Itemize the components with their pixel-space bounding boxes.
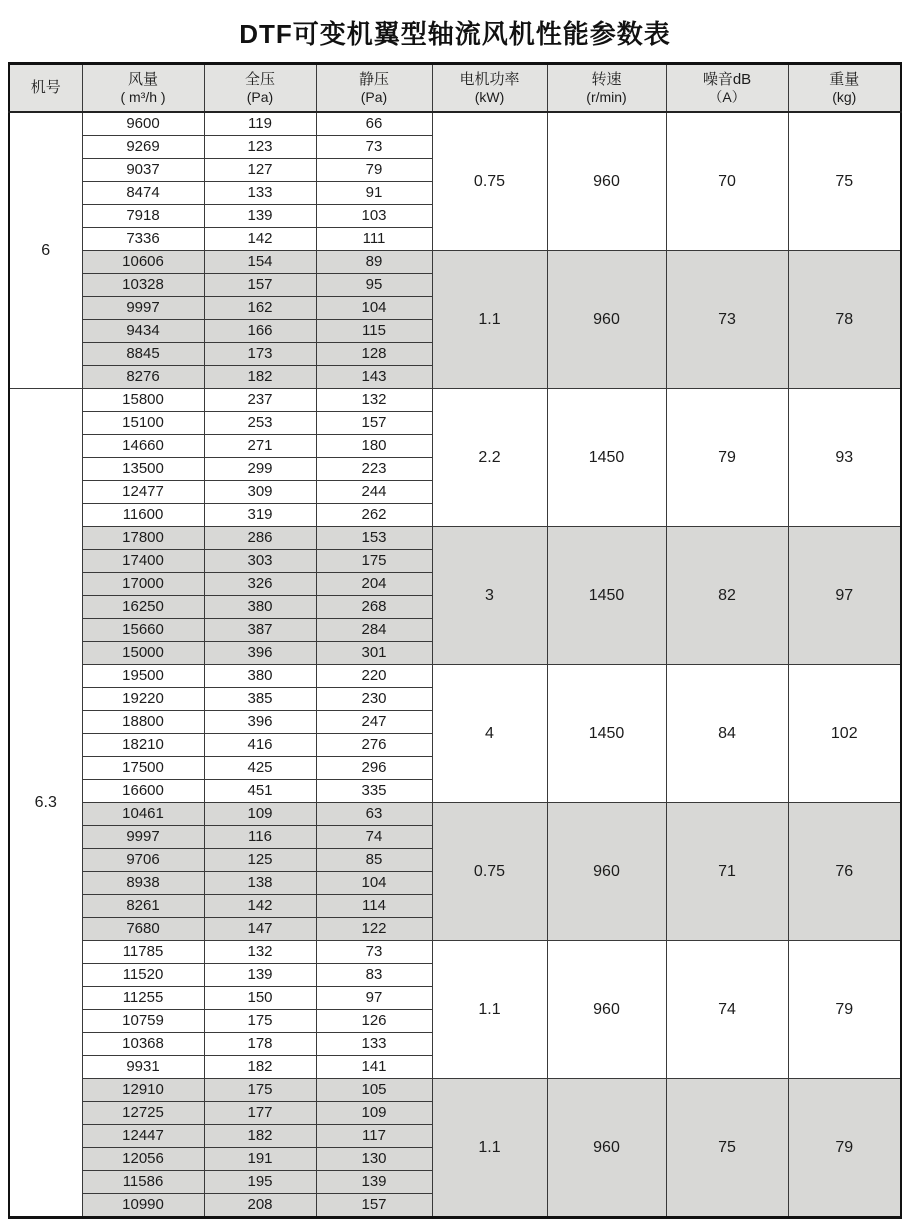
air-volume-cell: 14660 [82, 435, 204, 458]
air-volume-cell: 11586 [82, 1171, 204, 1194]
header-static-pressure: 静压 (Pa) [316, 64, 432, 113]
static-pressure-cell: 223 [316, 458, 432, 481]
total-pressure-cell: 182 [204, 366, 316, 389]
air-volume-cell: 11520 [82, 964, 204, 987]
static-pressure-cell: 122 [316, 918, 432, 941]
total-pressure-cell: 133 [204, 182, 316, 205]
motor-power-cell: 4 [432, 665, 547, 803]
total-pressure-cell: 150 [204, 987, 316, 1010]
air-volume-cell: 10461 [82, 803, 204, 826]
static-pressure-cell: 109 [316, 1102, 432, 1125]
static-pressure-cell: 335 [316, 780, 432, 803]
total-pressure-cell: 451 [204, 780, 316, 803]
total-pressure-cell: 166 [204, 320, 316, 343]
total-pressure-cell: 425 [204, 757, 316, 780]
static-pressure-cell: 139 [316, 1171, 432, 1194]
air-volume-cell: 10368 [82, 1033, 204, 1056]
static-pressure-cell: 83 [316, 964, 432, 987]
static-pressure-cell: 220 [316, 665, 432, 688]
weight-cell: 93 [788, 389, 901, 527]
static-pressure-cell: 301 [316, 642, 432, 665]
air-volume-cell: 15100 [82, 412, 204, 435]
weight-cell: 79 [788, 1079, 901, 1218]
total-pressure-cell: 385 [204, 688, 316, 711]
air-volume-cell: 9997 [82, 826, 204, 849]
total-pressure-cell: 191 [204, 1148, 316, 1171]
total-pressure-cell: 132 [204, 941, 316, 964]
noise-cell: 84 [666, 665, 788, 803]
total-pressure-cell: 387 [204, 619, 316, 642]
air-volume-cell: 8261 [82, 895, 204, 918]
static-pressure-cell: 153 [316, 527, 432, 550]
table-row [9, 665, 901, 688]
static-pressure-cell: 104 [316, 872, 432, 895]
static-pressure-cell: 74 [316, 826, 432, 849]
static-pressure-cell: 111 [316, 228, 432, 251]
static-pressure-cell: 115 [316, 320, 432, 343]
total-pressure-cell: 119 [204, 112, 316, 136]
total-pressure-cell: 157 [204, 274, 316, 297]
noise-cell: 74 [666, 941, 788, 1079]
header-total-pressure: 全压 (Pa) [204, 64, 316, 113]
weight-cell: 79 [788, 941, 901, 1079]
speed-cell: 960 [547, 803, 666, 941]
air-volume-cell: 9434 [82, 320, 204, 343]
air-volume-cell: 7336 [82, 228, 204, 251]
static-pressure-cell: 91 [316, 182, 432, 205]
air-volume-cell: 9037 [82, 159, 204, 182]
static-pressure-cell: 89 [316, 251, 432, 274]
air-volume-cell: 15000 [82, 642, 204, 665]
air-volume-cell: 8474 [82, 182, 204, 205]
header-speed: 转速 (r/min) [547, 64, 666, 113]
total-pressure-cell: 182 [204, 1125, 316, 1148]
total-pressure-cell: 125 [204, 849, 316, 872]
air-volume-cell: 9931 [82, 1056, 204, 1079]
static-pressure-cell: 141 [316, 1056, 432, 1079]
air-volume-cell: 10328 [82, 274, 204, 297]
speed-cell: 1450 [547, 389, 666, 527]
total-pressure-cell: 127 [204, 159, 316, 182]
header-weight: 重量 (kg) [788, 64, 901, 113]
static-pressure-cell: 296 [316, 757, 432, 780]
air-volume-cell: 11255 [82, 987, 204, 1010]
air-volume-cell: 19220 [82, 688, 204, 711]
air-volume-cell: 18800 [82, 711, 204, 734]
static-pressure-cell: 103 [316, 205, 432, 228]
total-pressure-cell: 109 [204, 803, 316, 826]
air-volume-cell: 19500 [82, 665, 204, 688]
static-pressure-cell: 268 [316, 596, 432, 619]
table-row [9, 251, 901, 274]
total-pressure-cell: 138 [204, 872, 316, 895]
total-pressure-cell: 319 [204, 504, 316, 527]
static-pressure-cell: 276 [316, 734, 432, 757]
air-volume-cell: 17000 [82, 573, 204, 596]
air-volume-cell: 15660 [82, 619, 204, 642]
noise-cell: 73 [666, 251, 788, 389]
total-pressure-cell: 116 [204, 826, 316, 849]
static-pressure-cell: 247 [316, 711, 432, 734]
static-pressure-cell: 262 [316, 504, 432, 527]
air-volume-cell: 17400 [82, 550, 204, 573]
air-volume-cell: 7918 [82, 205, 204, 228]
total-pressure-cell: 173 [204, 343, 316, 366]
static-pressure-cell: 157 [316, 412, 432, 435]
table-row [9, 1079, 901, 1102]
noise-cell: 70 [666, 112, 788, 251]
weight-cell: 78 [788, 251, 901, 389]
static-pressure-cell: 63 [316, 803, 432, 826]
total-pressure-cell: 396 [204, 711, 316, 734]
air-volume-cell: 11785 [82, 941, 204, 964]
total-pressure-cell: 142 [204, 895, 316, 918]
total-pressure-cell: 286 [204, 527, 316, 550]
noise-cell: 71 [666, 803, 788, 941]
weight-cell: 76 [788, 803, 901, 941]
page-title: DTF可变机翼型轴流风机性能参数表 [239, 19, 671, 49]
machine-cell: 6.3 [9, 389, 82, 1218]
air-volume-cell: 8276 [82, 366, 204, 389]
static-pressure-cell: 244 [316, 481, 432, 504]
speed-cell: 960 [547, 1079, 666, 1218]
total-pressure-cell: 253 [204, 412, 316, 435]
speed-cell: 960 [547, 251, 666, 389]
air-volume-cell: 16250 [82, 596, 204, 619]
motor-power-cell: 1.1 [432, 1079, 547, 1218]
header-motor-power: 电机功率 (kW) [432, 64, 547, 113]
air-volume-cell: 12477 [82, 481, 204, 504]
total-pressure-cell: 208 [204, 1194, 316, 1218]
static-pressure-cell: 85 [316, 849, 432, 872]
total-pressure-cell: 416 [204, 734, 316, 757]
static-pressure-cell: 79 [316, 159, 432, 182]
table-header [9, 64, 901, 113]
speed-cell: 1450 [547, 527, 666, 665]
total-pressure-cell: 309 [204, 481, 316, 504]
header-noise: 噪音dB （A） [666, 64, 788, 113]
weight-cell: 75 [788, 112, 901, 251]
total-pressure-cell: 380 [204, 665, 316, 688]
static-pressure-cell: 204 [316, 573, 432, 596]
air-volume-cell: 9997 [82, 297, 204, 320]
total-pressure-cell: 142 [204, 228, 316, 251]
total-pressure-cell: 380 [204, 596, 316, 619]
total-pressure-cell: 396 [204, 642, 316, 665]
air-volume-cell: 12725 [82, 1102, 204, 1125]
static-pressure-cell: 130 [316, 1148, 432, 1171]
air-volume-cell: 8845 [82, 343, 204, 366]
total-pressure-cell: 123 [204, 136, 316, 159]
total-pressure-cell: 299 [204, 458, 316, 481]
total-pressure-cell: 178 [204, 1033, 316, 1056]
motor-power-cell: 0.75 [432, 803, 547, 941]
air-volume-cell: 12447 [82, 1125, 204, 1148]
total-pressure-cell: 303 [204, 550, 316, 573]
table-row [9, 941, 901, 964]
table-row [9, 389, 901, 412]
static-pressure-cell: 73 [316, 136, 432, 159]
static-pressure-cell: 95 [316, 274, 432, 297]
header-air-volume: 风量 ( m³/h ) [82, 64, 204, 113]
motor-power-cell: 1.1 [432, 251, 547, 389]
air-volume-cell: 10759 [82, 1010, 204, 1033]
table-row [9, 112, 901, 136]
static-pressure-cell: 175 [316, 550, 432, 573]
total-pressure-cell: 175 [204, 1079, 316, 1102]
motor-power-cell: 3 [432, 527, 547, 665]
static-pressure-cell: 73 [316, 941, 432, 964]
air-volume-cell: 9706 [82, 849, 204, 872]
static-pressure-cell: 143 [316, 366, 432, 389]
air-volume-cell: 12910 [82, 1079, 204, 1102]
static-pressure-cell: 284 [316, 619, 432, 642]
noise-cell: 79 [666, 389, 788, 527]
air-volume-cell: 17800 [82, 527, 204, 550]
static-pressure-cell: 104 [316, 297, 432, 320]
static-pressure-cell: 132 [316, 389, 432, 412]
air-volume-cell: 8938 [82, 872, 204, 895]
motor-power-cell: 2.2 [432, 389, 547, 527]
static-pressure-cell: 157 [316, 1194, 432, 1218]
total-pressure-cell: 177 [204, 1102, 316, 1125]
air-volume-cell: 11600 [82, 504, 204, 527]
noise-cell: 82 [666, 527, 788, 665]
motor-power-cell: 0.75 [432, 112, 547, 251]
total-pressure-cell: 175 [204, 1010, 316, 1033]
air-volume-cell: 18210 [82, 734, 204, 757]
total-pressure-cell: 182 [204, 1056, 316, 1079]
total-pressure-cell: 154 [204, 251, 316, 274]
noise-cell: 75 [666, 1079, 788, 1218]
table-row [9, 803, 901, 826]
total-pressure-cell: 162 [204, 297, 316, 320]
static-pressure-cell: 230 [316, 688, 432, 711]
speed-cell: 1450 [547, 665, 666, 803]
speed-cell: 960 [547, 112, 666, 251]
total-pressure-cell: 139 [204, 205, 316, 228]
static-pressure-cell: 105 [316, 1079, 432, 1102]
weight-cell: 97 [788, 527, 901, 665]
static-pressure-cell: 66 [316, 112, 432, 136]
speed-cell: 960 [547, 941, 666, 1079]
static-pressure-cell: 114 [316, 895, 432, 918]
air-volume-cell: 15800 [82, 389, 204, 412]
table-row [9, 527, 901, 550]
fan-spec-table [8, 62, 902, 1219]
total-pressure-cell: 271 [204, 435, 316, 458]
machine-cell: 6 [9, 112, 82, 389]
total-pressure-cell: 237 [204, 389, 316, 412]
air-volume-cell: 7680 [82, 918, 204, 941]
header-row [9, 64, 901, 113]
air-volume-cell: 12056 [82, 1148, 204, 1171]
static-pressure-cell: 133 [316, 1033, 432, 1056]
air-volume-cell: 9600 [82, 112, 204, 136]
air-volume-cell: 16600 [82, 780, 204, 803]
static-pressure-cell: 180 [316, 435, 432, 458]
air-volume-cell: 10990 [82, 1194, 204, 1218]
total-pressure-cell: 139 [204, 964, 316, 987]
air-volume-cell: 9269 [82, 136, 204, 159]
static-pressure-cell: 117 [316, 1125, 432, 1148]
weight-cell: 102 [788, 665, 901, 803]
static-pressure-cell: 97 [316, 987, 432, 1010]
air-volume-cell: 13500 [82, 458, 204, 481]
total-pressure-cell: 326 [204, 573, 316, 596]
air-volume-cell: 17500 [82, 757, 204, 780]
static-pressure-cell: 128 [316, 343, 432, 366]
static-pressure-cell: 126 [316, 1010, 432, 1033]
header-machine-no: 机号 [9, 64, 82, 113]
total-pressure-cell: 195 [204, 1171, 316, 1194]
table-body [9, 112, 901, 1218]
motor-power-cell: 1.1 [432, 941, 547, 1079]
total-pressure-cell: 147 [204, 918, 316, 941]
air-volume-cell: 10606 [82, 251, 204, 274]
